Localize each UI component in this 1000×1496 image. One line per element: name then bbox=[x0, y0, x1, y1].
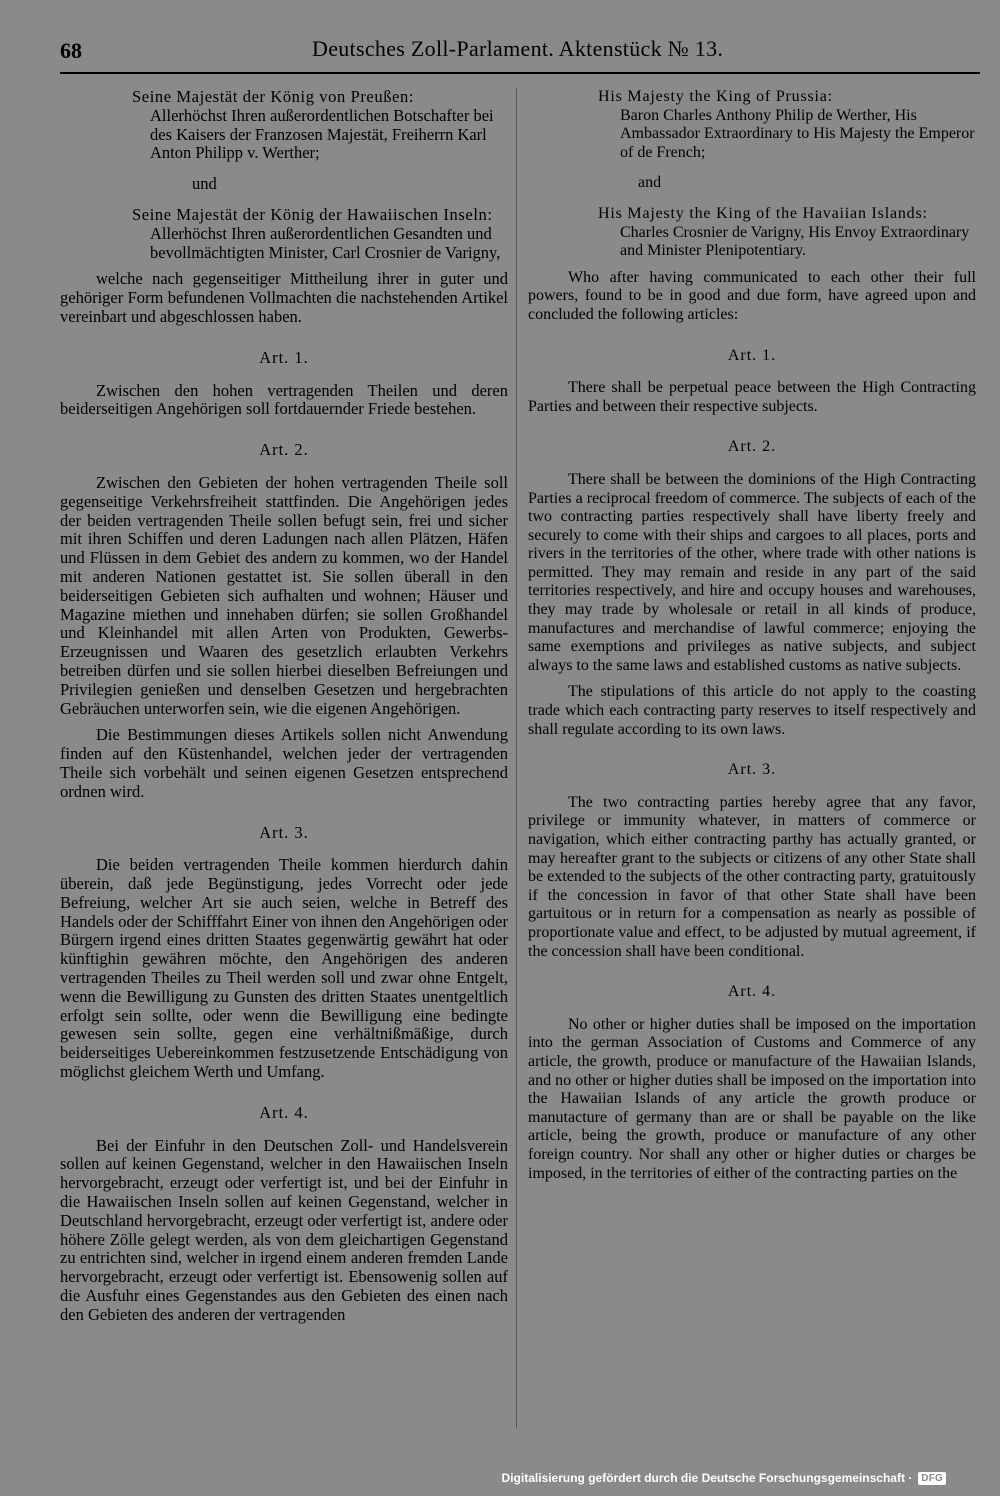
english-party1-name: His Majesty the King of Prussia: bbox=[598, 88, 833, 105]
header-rule bbox=[60, 72, 980, 74]
english-party1-detail: Baron Charles Anthony Philip de Werther, His Ambassador Extraordinary to His Majesty the Emperor of de French; bbox=[620, 106, 975, 161]
german-art3-text: Die beiden vertragenden Theile kommen hierdurch dahin überein, daß jede Begünstigung, jedes Vorrecht oder jede Befreiung, welcher Art sie auch seien, welche in Betreff des Handels oder der Schifffahrt Einer von ihnen den Angehörigen oder Bürgern irgend eines dritten Staates gegenwärtig gewährt hat oder künftighin gewähren möchte, den Angehörigen des anderen vertragenden Theiles zu Theil werden soll und zwar ohne Entgelt, wenn die Bewilligung zu Gunsten des dritten Staates unentgeltlich erfolgt sein sollte, oder wenn die Bewilligung eine bedingte gewesen sein sollte, gegen eine verhältnißmäßige, durch beiderseitiges Uebereinkommen festzusetzende Entschädigung von möglichst gleichem Werth und Umfang. bbox=[60, 855, 508, 1082]
english-art2-text1: There shall be between the dominions of the High Contracting Parties a reciprocal freedom of commerce. The subjects of each of the two contracting parties respectively shall have liberty freely and securely to come with their ships and cargoes to all places, ports and rivers in the territories of the other, where trade with other nations is permitted. They may remain and reside in any part of the said territories respectively, and hire and occupy houses and warehouses, they may trade by wholesale or retail in all kinds of produce, manufactures and merchandise of lawful commerce; enjoying the same exemptions and privileges as native subjects, and subject always to the same laws and established customs as native subjects. bbox=[528, 470, 976, 674]
english-party2-name: His Majesty the King of the Havaiian Islands: bbox=[598, 204, 928, 222]
english-conjunction: and bbox=[638, 174, 662, 192]
german-party2-detail: Allerhöchst Ihren außerordentlichen Gesandten und bevollmächtigten Minister, Carl Crosnier de Varigny, bbox=[150, 223, 501, 262]
page-number: 68 bbox=[60, 38, 82, 63]
english-art3-text: The two contracting parties hereby agree that any favor, privilege or immunity whatever, in matters of commerce or navigation, which either contracting parthy has actually granted, or may hereafter grant to the subjects or citizens of any other State shall be extended to the subjects of the other contracting party, gratuitously if the concession in favor of that other State shall have been gartuitous or in return for a compensation as nearly as possible of proportionate value and effect, to be adjusted by mutual agreement, if the concession shall have been conditional. bbox=[528, 793, 976, 960]
german-intro: welche nach gegenseitiger Mittheilung ihrer in guter und gehöriger Form befundenen Vollmachten die nachstehenden Artikel vereinbart und abgeschlossen haben. bbox=[60, 269, 508, 326]
german-party1-detail: Allerhöchst Ihren außerordentlichen Botschafter bei des Kaisers der Franzosen Majestät, Freiherrn Karl Anton Philipp v. Werther; bbox=[150, 105, 494, 163]
german-art1-text: Zwischen den hohen vertragenden Theilen und deren beiderseitigen Angehörigen soll fortdauernder Friede bestehen. bbox=[60, 380, 508, 419]
german-art2-text2: Die Bestimmungen dieses Artikels sollen nicht Anwendung finden auf den Küstenhandel, welchen jeder der vertragenden Theile sich vorbehält und seinen eigenen Gesetzen entsprechend ordnen wird. bbox=[60, 725, 508, 801]
english-art3-heading: Art. 3. bbox=[727, 761, 777, 779]
english-intro: Who after having communicated to each other their full powers, found to be in good and due form, have agreed upon and concluded the following articles: bbox=[528, 268, 976, 323]
german-art2-text1: Zwischen den Gebieten der hohen vertragenden Theile soll gegenseitige Verkehrsfreiheit stattfinden. Die Angehörigen jedes der beiden vertragenden Theile sollen befugt sein, frei und sicher mit ihren Schiffen und deren Ladungen nach allen Plätzen, Häfen und Flüssen in dem Gebiet des andern zu kommen, wo der Handel mit anderen Nationen gestattet ist. Sie sollen überall in den beiderseitigen Gebieten sich aufhalten und wohnen; Häuser und Magazine miethen und innehaben dürfen; sie sollen Großhandel und Kleinhandel mit allen Arten von Produkten, Gewerbs-Erzeugnissen und Waaren des gesetzlich erlaubten Verkehrs betreiben dürfen und sie sollen hierbei dieselben Befreiungen und Privilegien genießen und denselben Gesetzen und hergebrachten Gebräuchen unterworfen sein, wie die eigenen Angehörigen. bbox=[60, 472, 508, 718]
german-party1-name: Seine Majestät der König von Preußen: bbox=[132, 87, 415, 106]
english-column bbox=[528, 88, 976, 1183]
german-art2-heading: Art. 2. bbox=[259, 440, 309, 460]
english-art1-heading: Art. 1. bbox=[727, 346, 777, 364]
english-party2-detail: Charles Crosnier de Varigny, His Envoy Extraordinary and Minister Plenipotentiary. bbox=[620, 223, 970, 260]
page-header bbox=[60, 36, 980, 70]
german-art1-heading: Art. 1. bbox=[259, 347, 309, 367]
english-art2-heading: Art. 2. bbox=[727, 438, 777, 456]
running-title: Deutsches Zoll-Parlament. Aktenstück № 13. bbox=[312, 36, 724, 61]
footer-credit bbox=[502, 1471, 946, 1485]
column-divider bbox=[516, 88, 517, 1428]
english-art4-text: No other or higher duties shall be imposed on the importation into the german Association of Customs and Commerce of any article, the growth, produce or manufacture of the Hawaiian Islands, and no other or higher duties shall be imposed on the importation into the Hawaiian Islands of any article the growth produce or manutacture of germany than are or shall be payable on the like article, being the growth, produce or manufacture of any other foreign country. Nor shall any other or higher duties or charges be imposed, in the territories of either of the contracting parties on the bbox=[528, 1015, 976, 1182]
german-party2-name: Seine Majestät der König der Hawaiischen Inseln: bbox=[132, 204, 493, 224]
german-column bbox=[60, 88, 508, 1325]
english-art2-text2: The stipulations of this article do not apply to the coasting trade which each contracting party reserves to itself respectively and shall regulate according to its own laws. bbox=[528, 683, 976, 738]
german-art4-text: Bei der Einfuhr in den Deutschen Zoll- und Handelsverein sollen auf keinen Gegenstand, welcher in den Hawaiischen Inseln hervorgebracht, erzeugt oder verfertigt ist, und bei der Einfuhr in die Hawaiischen Inseln sollen auf keinen Gegenstand, welcher in Deutschland hervorgebracht, erzeugt oder verfertigt ist, andere oder höhere Zölle gelegt werden, als von dem gleichartigen Gegenstand zu entrichten sind, welcher in irgend einem anderen fremden Lande hervorgebracht, erzeugt oder verfertigt ist. Ebensowenig sollen auf die Ausfuhr eines Gegenstandes aus den Gebieten des einen nach den Gebieten des anderen der vertragenden bbox=[60, 1135, 508, 1324]
english-art1-text: There shall be perpetual peace between the High Contracting Parties and between their respective subjects. bbox=[528, 379, 976, 415]
german-art4-heading: Art. 4. bbox=[259, 1102, 309, 1122]
german-art3-heading: Art. 3. bbox=[259, 822, 309, 842]
footer-credit-text: Digitalisierung gefördert durch die Deutsche Forschungsgemeinschaft · bbox=[501, 1471, 913, 1485]
english-art4-heading: Art. 4. bbox=[727, 983, 777, 1001]
german-conjunction: und bbox=[192, 174, 217, 194]
dfg-logo-icon: DFG bbox=[918, 1472, 946, 1485]
